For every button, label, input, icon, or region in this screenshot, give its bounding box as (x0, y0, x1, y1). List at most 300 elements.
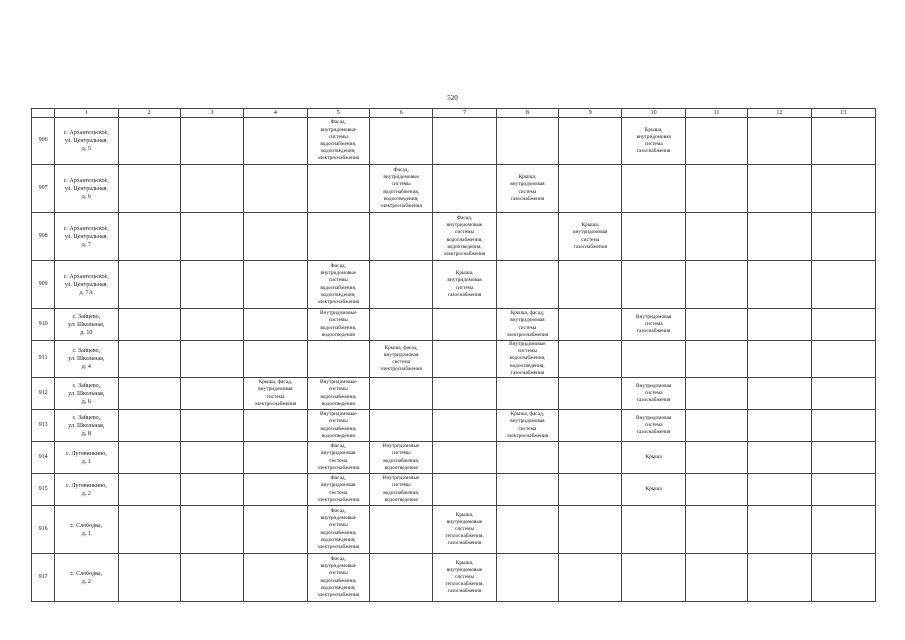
column-header: 1 (55, 109, 118, 118)
work-line: внутридомовые (320, 270, 357, 277)
work-cell-col-10 (622, 341, 685, 378)
work-line: Внутридомовые (320, 379, 357, 386)
work-line: система (644, 141, 663, 147)
address-line: ул. Центральная, (64, 233, 108, 240)
address-line: д. 7А (79, 289, 93, 296)
address-cell (55, 474, 118, 506)
address-cell (55, 213, 118, 261)
work-line: электроснабжения (506, 432, 549, 439)
work-cell-col-10 (622, 261, 685, 309)
address-line: ул. Центральная, (64, 185, 108, 192)
work-line: Крыша, (644, 126, 663, 133)
work-cell-col-7 (433, 474, 496, 506)
work-cell-col-11 (685, 213, 747, 261)
work-cell-col-6 (369, 261, 432, 309)
work-cell-col-12 (748, 410, 811, 442)
address-line: с. Архангельское, (63, 225, 109, 232)
work-cell-col-2 (118, 378, 180, 410)
address-cell (55, 118, 118, 165)
work-line: электроснабжения (254, 400, 297, 407)
work-cell-col-11 (685, 378, 747, 410)
work-cell-col-2 (118, 309, 180, 341)
work-line: водоотведения (321, 432, 355, 439)
column-header: 9 (559, 109, 622, 118)
work-cell-col-6 (369, 554, 432, 602)
work-cell-col-5 (307, 410, 369, 442)
work-cell-col-6 (369, 165, 432, 213)
work-cell-col-10 (622, 165, 685, 213)
work-line: водоотведения, (383, 195, 419, 202)
work-cell-col-6 (369, 410, 432, 442)
work-line: Внутридомовые (382, 443, 420, 450)
work-line: внутридомовая (321, 482, 356, 489)
work-line: Фасад, (330, 555, 346, 562)
work-cell-col-5 (307, 118, 369, 165)
work-cell-col-12 (748, 341, 811, 378)
row-number-cell: 907 (32, 165, 55, 213)
work-line: теплоснабжения, (445, 533, 484, 540)
work-line: системы (391, 450, 411, 457)
work-cell-col-5 (307, 442, 369, 474)
work-cell-col-12 (748, 474, 811, 506)
work-line: водоснабжения, (320, 529, 357, 536)
work-cell-col-8 (496, 506, 558, 554)
work-cell-col-11 (685, 309, 747, 341)
work-line: водоснабжения, (509, 355, 546, 362)
work-cell-col-8 (496, 213, 558, 261)
work-cell-col-4 (244, 378, 307, 410)
work-line: Внутридомовые (509, 341, 546, 347)
work-cell-col-7 (433, 261, 496, 309)
work-line: внутридомовые (446, 566, 483, 573)
work-line: внутридомовые (320, 515, 357, 522)
work-line: водоснабжения, (320, 324, 357, 331)
work-line: Крыша, (581, 222, 600, 229)
work-line: водоснабжения, (320, 284, 357, 291)
work-cell-col-7 (433, 410, 496, 442)
work-line: внутридомовые (446, 518, 483, 525)
address-cell (55, 309, 118, 341)
address-line: д. 10 (80, 329, 93, 336)
work-line: газоснабжения (636, 397, 671, 404)
work-line: Фасад, (330, 443, 346, 450)
work-cell-col-8 (496, 309, 558, 341)
work-cell-col-3 (180, 378, 243, 410)
work-line: система (644, 320, 663, 327)
work-line: газоснабжения (573, 243, 608, 250)
address-line: с. Архангельское, (63, 130, 109, 136)
work-cell-col-9 (559, 341, 622, 378)
work-cell-col-9 (559, 554, 622, 602)
work-cell-col-11 (685, 474, 747, 506)
work-line: электроснабжения (317, 464, 360, 471)
work-cell-col-8 (496, 378, 558, 410)
page-number: 520 (447, 94, 458, 102)
work-line: газоснабжения (447, 540, 482, 547)
work-cell-col-9 (559, 165, 622, 213)
work-line: водоотведения, (321, 148, 356, 155)
address-line: д. 4 (81, 364, 91, 370)
work-line: Крыша, фасад, (384, 344, 418, 351)
row-number-cell: 910 (32, 309, 55, 341)
address-line: с. Слободка, (70, 570, 103, 577)
address-line: с. Зайцево, (72, 414, 101, 421)
work-line: система (644, 389, 663, 396)
column-header: 5 (307, 109, 369, 118)
work-cell-col-12 (748, 213, 811, 261)
work-cell-col-13 (811, 118, 875, 165)
work-cell-col-6 (369, 213, 432, 261)
work-cell-col-11 (685, 118, 747, 165)
table-row (32, 118, 876, 165)
work-line: Фасад, (393, 166, 409, 173)
work-cell-col-3 (180, 410, 243, 442)
work-line: газоснабжения (636, 429, 671, 436)
work-line: Внутридомовая (635, 382, 672, 389)
work-cell-col-13 (811, 410, 875, 442)
row-number-header (32, 109, 55, 118)
row-number-cell: 914 (32, 442, 55, 474)
address-line: ул. Центральная, (64, 138, 108, 144)
work-cell-col-5 (307, 474, 369, 506)
address-cell (55, 341, 118, 378)
work-cell-col-3 (180, 309, 243, 341)
work-cell-col-11 (685, 554, 747, 602)
work-line: Крыша, фасад, (258, 379, 293, 386)
work-cell-col-9 (559, 506, 622, 554)
address-line: ул. Школьная, (68, 356, 105, 362)
work-line: системы (328, 317, 348, 324)
work-cell-col-5 (307, 309, 369, 341)
work-cell-col-10 (622, 378, 685, 410)
column-header: 12 (748, 109, 811, 118)
work-line: внутридомовая (510, 317, 545, 324)
work-cell-col-12 (748, 506, 811, 554)
work-line: система (581, 236, 600, 243)
work-cell-col-12 (748, 378, 811, 410)
table-row (32, 341, 876, 378)
work-cell-col-13 (811, 165, 875, 213)
work-cell-col-10 (622, 309, 685, 341)
row-number-cell: 912 (32, 378, 55, 410)
work-cell-col-6 (369, 378, 432, 410)
work-cell-col-5 (307, 213, 369, 261)
work-cell-col-6 (369, 442, 432, 474)
work-line: электроснабжения (380, 202, 422, 209)
address-line: ул. Школьная, (68, 422, 105, 429)
work-line: система (329, 457, 348, 464)
work-cell-col-10 (622, 213, 685, 261)
work-cell-col-8 (496, 341, 558, 378)
column-header: 3 (180, 109, 243, 118)
work-line: внутридомовая (447, 277, 482, 284)
column-header: 10 (622, 109, 685, 118)
work-line: водоотведения (384, 496, 418, 503)
work-cell-col-12 (748, 165, 811, 213)
work-line: внутридомовые (446, 222, 483, 229)
work-cell-col-8 (496, 118, 558, 165)
work-line: системы (454, 229, 475, 236)
column-header: 7 (433, 109, 496, 118)
work-cell-col-9 (559, 442, 622, 474)
row-number-cell: 906 (32, 118, 55, 165)
work-cell-col-8 (496, 410, 558, 442)
address-line: с. Зайцево, (72, 313, 101, 320)
work-line: электроснабжения (317, 496, 360, 503)
work-cell-col-5 (307, 165, 369, 213)
work-line: водоснабжения, (320, 393, 357, 400)
work-cell-col-3 (180, 442, 243, 474)
work-cell-col-4 (244, 213, 307, 261)
work-cell-col-4 (244, 474, 307, 506)
address-line: с. Зайцево, (72, 382, 101, 389)
work-cell-col-13 (811, 261, 875, 309)
work-cell-col-13 (811, 309, 875, 341)
work-line: водоснабжения, (320, 425, 357, 432)
work-cell-col-5 (307, 341, 369, 378)
work-line: системы (391, 482, 411, 489)
address-line: д. 2 (81, 578, 91, 585)
work-cell-col-4 (244, 442, 307, 474)
address-cell (55, 506, 118, 554)
work-cell-col-3 (180, 554, 243, 602)
work-line: водоотведения, (321, 584, 356, 591)
address-line: с. Архангельское, (63, 177, 109, 184)
work-cell-col-9 (559, 410, 622, 442)
work-line: водоотведения (321, 400, 355, 407)
work-cell-col-13 (811, 506, 875, 554)
address-line: д. 6 (81, 193, 91, 200)
work-line: водоснабжения, (320, 577, 357, 584)
column-header: 11 (685, 109, 747, 118)
work-line: газоснабжения (447, 291, 482, 298)
work-line: газоснабжения (510, 369, 545, 376)
table-body (32, 118, 876, 602)
work-line: электроснабжения (317, 543, 360, 550)
row-number-cell: 908 (32, 213, 55, 261)
address-line: с. Луговинкино, (65, 450, 107, 457)
work-line: система (455, 284, 474, 291)
work-line: системы (328, 386, 348, 393)
work-line: электроснабжения (380, 366, 422, 373)
work-cell-col-4 (244, 410, 307, 442)
work-cell-col-10 (622, 118, 685, 165)
address-line: д. 1 (81, 458, 91, 465)
address-cell (55, 378, 118, 410)
work-cell-col-2 (118, 554, 180, 602)
work-cell-col-4 (244, 341, 307, 378)
work-line: Фасад, (330, 507, 346, 514)
work-cell-col-2 (118, 213, 180, 261)
work-line: электроснабжения (443, 250, 486, 257)
work-line: электроснабжения (317, 591, 360, 598)
work-line: внутридомовые (383, 174, 419, 181)
work-cell-col-4 (244, 554, 307, 602)
work-line: электроснабжения (317, 298, 360, 305)
work-line: Фасад, (330, 475, 346, 482)
work-cell-col-12 (748, 442, 811, 474)
address-line: д. 7 (81, 241, 91, 248)
work-cell-col-9 (559, 213, 622, 261)
work-line: внутридомовая (321, 450, 356, 457)
work-line: водоснабжения, (383, 489, 420, 496)
work-line: Внутридомовая (635, 414, 672, 421)
work-line: газоснабжения (447, 588, 482, 595)
work-line: Внутридомовые (382, 475, 420, 482)
work-cell-col-10 (622, 506, 685, 554)
table-row (32, 309, 876, 341)
work-line: система (518, 188, 537, 195)
work-cell-col-7 (433, 213, 496, 261)
work-cell-col-4 (244, 165, 307, 213)
address-line: с. Зайцево, (72, 348, 101, 354)
table-row (32, 442, 876, 474)
address-line: ул. Школьная, (68, 390, 105, 397)
work-cell-col-7 (433, 506, 496, 554)
work-cell-col-12 (748, 309, 811, 341)
address-line: с. Архангельское, (63, 273, 109, 280)
work-cell-col-9 (559, 309, 622, 341)
work-line: системы (328, 277, 348, 284)
work-cell-col-12 (748, 118, 811, 165)
work-cell-col-11 (685, 410, 747, 442)
column-header: 8 (496, 109, 558, 118)
address-line: д. 2 (81, 490, 91, 497)
column-header: 6 (369, 109, 432, 118)
work-cell-col-13 (811, 474, 875, 506)
work-cell-col-3 (180, 341, 243, 378)
address-cell (55, 554, 118, 602)
work-cell-col-8 (496, 261, 558, 309)
work-cell-col-3 (180, 213, 243, 261)
work-line: водоснабжения, (383, 457, 420, 464)
table-row (32, 474, 876, 506)
work-cell-col-10 (622, 442, 685, 474)
work-line: Фасад, (456, 214, 473, 221)
work-cell-col-11 (685, 442, 747, 474)
table-row (32, 378, 876, 410)
work-line: электроснабжения (317, 155, 360, 162)
work-line: системы (328, 522, 348, 529)
work-line: Крыша (645, 485, 662, 492)
address-line: с. Луговинкино, (65, 482, 107, 489)
table-row (32, 165, 876, 213)
work-cell-col-7 (433, 165, 496, 213)
column-header: 13 (811, 109, 875, 118)
row-number-cell: 909 (32, 261, 55, 309)
column-header: 4 (244, 109, 307, 118)
work-line: внутридомовая (573, 229, 608, 236)
work-cell-col-6 (369, 474, 432, 506)
work-line: системы (454, 573, 475, 580)
work-cell-col-2 (118, 442, 180, 474)
work-cell-col-6 (369, 341, 432, 378)
work-line: водоотведения, (321, 291, 356, 298)
work-line: электроснабжения (506, 331, 549, 338)
work-line: системы (391, 181, 411, 188)
address-cell (55, 261, 118, 309)
work-line: газоснабжения (636, 328, 671, 335)
work-line: водоотведения (321, 331, 355, 338)
work-line: системы (328, 133, 348, 140)
address-line: с. Слободка, (70, 522, 103, 529)
address-line: д. 8 (81, 430, 91, 437)
work-cell-col-2 (118, 165, 180, 213)
work-line: внутридомовые (320, 563, 357, 570)
address-cell (55, 165, 118, 213)
address-cell (55, 410, 118, 442)
work-line: системы (454, 525, 475, 532)
table-row (32, 554, 876, 602)
work-line: водоотведения (384, 464, 418, 471)
work-cell-col-2 (118, 410, 180, 442)
table-row (32, 213, 876, 261)
work-line: система (644, 421, 663, 428)
work-line: водоснабжения, (320, 141, 357, 147)
work-cell-col-7 (433, 341, 496, 378)
work-cell-col-3 (180, 474, 243, 506)
row-number-cell: 916 (32, 506, 55, 554)
work-cell-col-8 (496, 474, 558, 506)
address-line: ул. Школьная, (68, 321, 105, 328)
work-cell-col-2 (118, 261, 180, 309)
work-line: водоснабжения, (446, 236, 483, 243)
work-line: внутридомовая (636, 133, 671, 140)
work-cell-col-10 (622, 554, 685, 602)
work-cell-col-13 (811, 341, 875, 378)
work-cell-col-7 (433, 378, 496, 410)
work-cell-col-4 (244, 118, 307, 165)
work-cell-col-9 (559, 474, 622, 506)
work-line: Внутридомовая (635, 313, 672, 320)
work-line: Крыша, фасад, (510, 310, 545, 317)
address-line: ул. Центральная, (64, 281, 108, 288)
column-number-row (32, 109, 876, 118)
work-line: водоснабжения, (383, 188, 420, 195)
work-line: водоотведения, (510, 362, 545, 369)
work-line: Крыша (645, 453, 662, 460)
work-line: Фасад, (330, 119, 346, 126)
work-cell-col-5 (307, 261, 369, 309)
work-cell-col-3 (180, 165, 243, 213)
work-cell-col-9 (559, 261, 622, 309)
column-header: 2 (118, 109, 180, 118)
table-row (32, 506, 876, 554)
work-line: Крыша, (455, 270, 474, 277)
work-cell-col-12 (748, 261, 811, 309)
work-cell-col-10 (622, 474, 685, 506)
work-cell-col-8 (496, 165, 558, 213)
work-cell-col-6 (369, 506, 432, 554)
work-cell-col-5 (307, 378, 369, 410)
work-line: внутридомовая (510, 181, 545, 188)
address-line: д. 1 (81, 530, 91, 537)
work-line: газоснабжения (636, 148, 671, 155)
work-cell-col-2 (118, 118, 180, 165)
work-line: системы (517, 348, 537, 355)
address-line: д. 6 (81, 398, 91, 405)
work-cell-col-4 (244, 506, 307, 554)
row-number-cell: 911 (32, 341, 55, 378)
work-cell-col-9 (559, 378, 622, 410)
work-cell-col-11 (685, 341, 747, 378)
work-cell-col-6 (369, 309, 432, 341)
work-line: Крыша, (455, 511, 474, 518)
work-cell-col-3 (180, 118, 243, 165)
work-cell-col-9 (559, 118, 622, 165)
work-cell-col-2 (118, 474, 180, 506)
work-line: система (329, 489, 348, 496)
